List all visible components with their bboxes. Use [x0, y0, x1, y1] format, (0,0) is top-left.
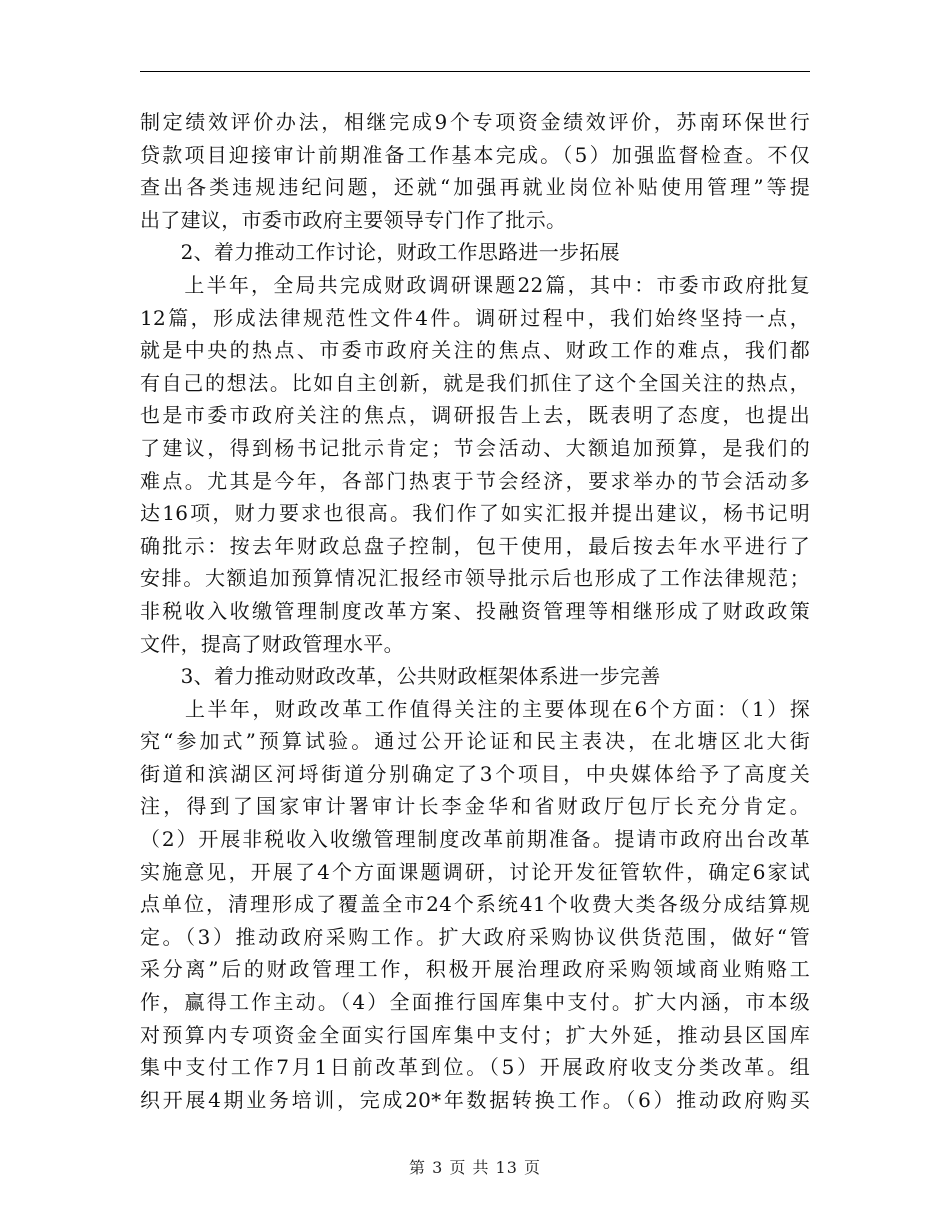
text-line: 也是市委市政府关注的焦点，调研报告上去，既表明了态度，也提出 [140, 403, 810, 428]
text-line: 制定绩效评价办法，相继完成9个专项资金绩效评价，苏南环保世行 [140, 110, 810, 134]
text-line: 确批示：按去年财政总盘子控制，包干使用，最后按去年水平进行了 [140, 533, 810, 558]
text-line: 12篇，形成法律规范性文件4件。调研过程中，我们始终坚持一点， [140, 305, 810, 330]
text-line: 定。（3）推动政府采购工作。扩大政府采购协议供货范围，做好“管 [140, 924, 810, 949]
text-line: 安排。大额追加预算情况汇报经市领导批示后也形成了工作法律规范； [140, 566, 810, 591]
text-line: 了建议，得到杨书记批示肯定；节会活动、大额追加预算，是我们的 [140, 435, 810, 460]
text-line: 织开展4期业务培训，完成20*年数据转换工作。（6）推动政府购买 [140, 1087, 810, 1112]
text-line: 究“参加式”预算试验。通过公开论证和民主表决，在北塘区北大街 [140, 729, 810, 754]
text-line: 注，得到了国家审计署审计长李金华和省财政厅包厅长充分肯定。 [140, 794, 810, 819]
text-line: 街道和滨湖区河埒街道分别确定了3个项目，中央媒体给予了高度关 [140, 761, 810, 786]
text-line: 查出各类违规违纪问题，还就“加强再就业岗位补贴使用管理”等提 [140, 175, 810, 200]
text-line: 出了建议，市委市政府主要领导专门作了批示。 [140, 207, 567, 232]
text-line: （2）开展非税收入收缴管理制度改革前期准备。提请市政府出台改革 [140, 827, 810, 852]
text-line: 点单位，清理形成了覆盖全市24个系统41个收费大类各级分成结算规 [140, 892, 810, 917]
text-line: 上半年，全局共完成财政调研课题22篇，其中：市委市政府批复 [140, 272, 810, 297]
text-line: 对预算内专项资金全面实行国库集中支付；扩大外延，推动县区国库 [140, 1022, 810, 1047]
section-heading: 3、着力推动财政改革，公共财政框架体系进一步完善 [140, 664, 661, 689]
text-line: 实施意见，开展了4个方面课题调研，讨论开发征管软件，确定6家试 [140, 859, 810, 884]
text-line: 采分离”后的财政管理工作，积极开展治理政府采购领域商业贿赂工 [140, 957, 810, 982]
text-line: 难点。尤其是今年，各部门热衷于节会经济，要求举办的节会活动多 [140, 468, 810, 493]
text-line: 贷款项目迎接审计前期准备工作基本完成。（5）加强监督检查。不仅 [140, 142, 810, 167]
text-line: 集中支付工作7月1日前改革到位。（5）开展政府收支分类改革。组 [140, 1055, 810, 1080]
text-line: 就是中央的热点、市委市政府关注的焦点、财政工作的难点，我们都 [140, 338, 810, 363]
text-line: 文件，提高了财政管理水平。 [140, 631, 404, 656]
header-rule [140, 71, 810, 72]
page-footer: 第 3 页 共 13 页 [409, 1158, 541, 1177]
text-line: 有自己的想法。比如自主创新，就是我们抓住了这个全国关注的热点， [140, 370, 810, 395]
document-body [140, 106, 810, 1116]
section-heading: 2、着力推动工作讨论，财政工作思路进一步拓展 [140, 240, 620, 265]
text-line: 达16项，财力要求也很高。我们作了如实汇报并提出建议，杨书记明 [140, 501, 810, 526]
text-line: 作，赢得工作主动。（4）全面推行国库集中支付。扩大内涵，市本级 [140, 990, 810, 1015]
text-line: 非税收入收缴管理制度改革方案、投融资管理等相继形成了财政政策 [140, 598, 810, 623]
text-line: 上半年，财政改革工作值得关注的主要体现在6个方面：（1）探 [140, 696, 810, 721]
